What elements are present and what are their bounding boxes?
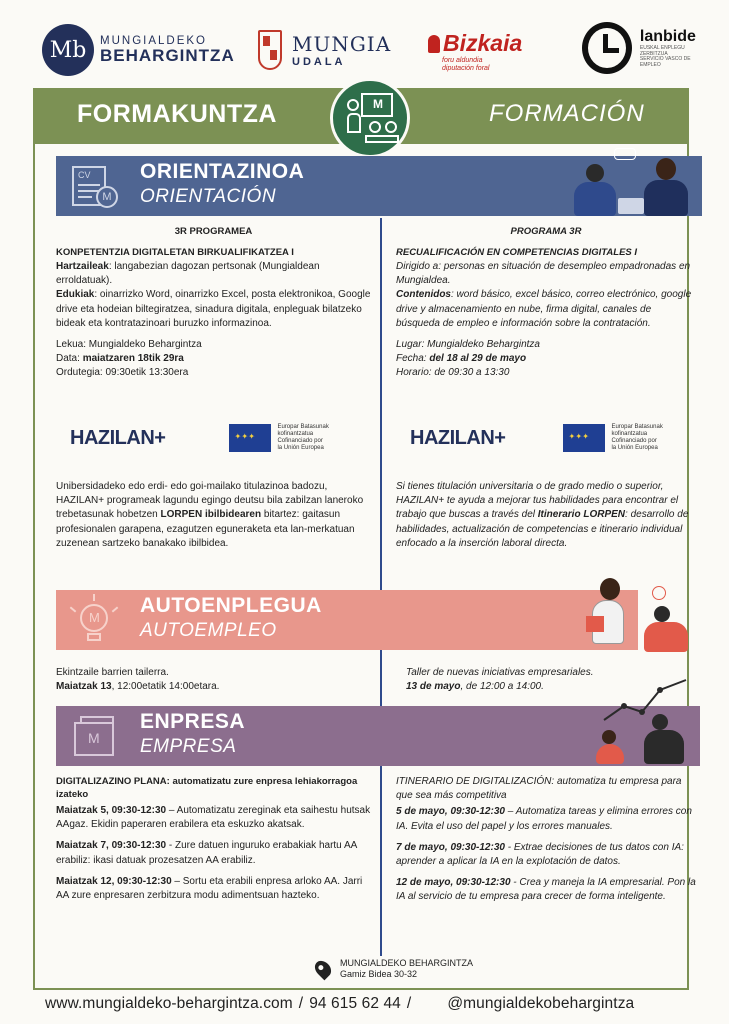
session2-text-eu: - Zure datuen inguruko erabakiak hartu AA erabiliz: ikasi datuak prozesatzen AA erabiliz.	[56, 840, 357, 866]
hazilan-logo: HAZILAN+	[410, 426, 506, 449]
lanbide-logo-sub1: EUSKAL ENPLEGU ZERBITZUA	[639, 45, 685, 57]
course-title-eu: KONPETENTZIA DIGITALETAN BIRKUALIFIKATZEA I	[56, 247, 294, 259]
workshop-name-eu: Ekintzaile barrien tailerra.	[56, 667, 169, 678]
footer: www.mungialdeko-behargintza.com / 94 615 62 44 / @mungialdekobehargintza	[45, 995, 635, 1012]
entrepreneurs-illustration	[578, 572, 698, 658]
selfemployment-title-eu: AUTOENPLEGUA	[140, 594, 322, 617]
workshop-name-es: Taller de nuevas iniciativas empresariales.	[406, 667, 594, 678]
mungia-logo-line1: MUNGIA	[292, 32, 392, 56]
company-eu-column	[56, 775, 371, 910]
digital-plan-title-es: ITINERARIO DE DIGITALIZACIÓN: automatiza tu empresa para que sea más competitiva	[396, 776, 682, 802]
eu-cofund-eu-line1: Europar Batasunak	[277, 424, 329, 431]
orientation-es-column	[396, 225, 696, 380]
mb-logo-line2: BEHARGINTZA	[100, 46, 235, 66]
bizkaia-tree-icon	[428, 35, 440, 53]
orientation-eu-column	[56, 225, 371, 380]
workshop-time-eu: , 12:00etatik 14:00etara.	[111, 681, 220, 693]
header-title-es: FORMACIÓN	[489, 100, 645, 127]
workshop-date-eu: Maiatzak 13	[56, 681, 112, 693]
eu-flag-icon	[229, 424, 271, 452]
lightbulb-icon	[68, 596, 118, 644]
hazilan-description-eu: Unibersidadeko edo erdi- edo goi-mailako titulazinoa badozu, HAZILAN+ programeak lagundu egingo deutsu bila zabilzan laneroko trebetasunak hobetzen LORPEN ibilbidearen bitartez: gaitasun profesionalen garapena, ezagutzen eguneraketa eta lan-merkatuan zuzenean sartzeko banakako ibilbidea.	[56, 481, 364, 549]
session1-text-eu: – Automatizatu zereginak eta saihestu hutsak AAgaz. Ekidin paperaren erabilera eta eskuzko akatsak.	[56, 804, 371, 831]
teacher-classroom-icon	[330, 78, 410, 158]
header-title-eu: FORMAKUNTZA	[77, 100, 277, 128]
growth-chart-illustration	[590, 676, 700, 766]
session3-text-es: - Crea y maneja la IA empresarial. Pon la IA al servicio de tu empresa para crecer de forma inteligente.	[396, 877, 696, 903]
interview-illustration	[560, 148, 700, 218]
selfemployment-title-es: AUTOEMPLEO	[140, 620, 277, 641]
session1-text-es: – Automatiza tareas y elimina errores con IA. Evita el uso del papel y los errores manuales.	[396, 806, 692, 832]
session2-date-es: 7 de mayo, 09:30-12:30	[396, 841, 505, 853]
lanbide-logo-sub2: SERVICIO VASCO DE EMPLEO	[639, 56, 691, 68]
social-handle[interactable]: @mungialdekobehargintza	[447, 995, 635, 1012]
logo-bar	[30, 16, 710, 82]
content-eu: : oinarrizko Word, oinarrizko Excel, posta elektronikoa, Google drive eta hodeian biltegiratzea, sinadura digitala, enpleguak bilatzeko bideak eta kontratazinoari buruzko informazinoa.	[56, 289, 371, 329]
recipients-eu: : langabezian dagozan pertsonak (Mungialdean erroldatuak).	[56, 260, 320, 287]
mungia-shield-icon	[258, 30, 282, 70]
eu-cofund-es-line1: Cofinanciado por	[277, 438, 323, 444]
column-divider	[380, 218, 382, 590]
location-address: Gamiz Bidea 30-32	[340, 968, 418, 979]
eu-cofund-es-line1: Cofinanciado por	[611, 438, 657, 444]
column-divider	[380, 766, 382, 956]
schedule-es: Horario: de 09:30 a 13:30	[396, 367, 510, 379]
session2-text-es: - Extrae decisiones de tus datos con IA: aprender a aplicar la IA en la explotación de datos.	[396, 841, 684, 867]
orientation-title-es: ORIENTACIÓN	[140, 186, 277, 207]
location-name: MUNGIALDEKO BEHARGINTZA	[340, 958, 474, 968]
session3-text-eu: – Sortu eta erabili enpresa arloko AA. Jarri AA zure enpresaren zerbitzura modu adimentsuan hazteko.	[56, 875, 363, 901]
eu-cofund-es-line2: la Unión Europea	[611, 444, 658, 451]
website-link[interactable]: www.mungialdeko-behargintza.com	[45, 995, 293, 1012]
mungia-logo-line2: UDALA	[292, 56, 346, 68]
funding-logos-es	[410, 424, 663, 452]
cv-document-icon: CV M	[68, 162, 118, 210]
content-label-es: Contenidos	[396, 289, 451, 301]
mb-logo-line1: MUNGIALDEKO	[100, 35, 207, 48]
hazilan-description-es: Si tienes titulación universitaria o de grado medio o superior, HAZILAN+ te ayuda a mejorar tus habilidades para encontrar el trabajo que buscas a través del Itinerario LORPEN: desarrollo de habilidades, actualización de competencias e itinerario individual enfocado a la inserción laboral directa.	[396, 481, 689, 549]
eu-flag-icon	[563, 424, 605, 452]
content-label-eu: Edukiak	[56, 289, 95, 301]
behargintza-logo	[42, 24, 235, 76]
column-divider	[380, 650, 382, 706]
map-pin-icon	[312, 957, 335, 980]
course-title-es: RECUALIFICACIÓN EN COMPETENCIAS DIGITALES I	[396, 247, 638, 259]
bizkaia-logo	[428, 30, 522, 72]
date-prefix-eu: Data:	[56, 353, 83, 365]
program-title-es: PROGRAMA 3R	[510, 226, 582, 237]
recipients-label-eu: Hartzaileak	[56, 260, 109, 272]
recipients-es: Dirigido a: personas en situación de desempleo empadronadas en Mungialdea.	[396, 260, 691, 287]
content-es: : word básico, excel básico, correo electrónico, google drive y almacenamiento en nube, firma digital, canales de búsqueda de empleo e información sobre la contratación.	[396, 289, 692, 329]
bizkaia-logo-sub2: diputación foral	[442, 64, 490, 72]
digital-plan-title-eu: DIGITALIZAZINO PLANA: automatizatu zure enpresa lehiakorragoa izateko	[56, 776, 358, 801]
company-title-es: EMPRESA	[140, 736, 237, 757]
session3-date-eu: Maiatzak 12, 09:30-12:30	[56, 875, 172, 887]
eu-cofund-eu-line2: kofinantzatua	[277, 431, 314, 438]
company-es-column	[396, 775, 696, 912]
eu-cofund-eu-line2: kofinantzatua	[611, 431, 648, 438]
funding-logos-eu	[70, 424, 329, 452]
orientation-title-eu: ORIENTAZINOA	[140, 160, 305, 183]
eu-cofund-es-line2: la Unión Europea	[277, 444, 324, 451]
schedule-eu: Ordutegia: 09:30etik 13:30era	[56, 367, 189, 379]
session1-date-es: 5 de mayo, 09:30-12:30	[396, 806, 505, 818]
selfemployment-banner	[56, 590, 638, 650]
date-prefix-es: Fecha:	[396, 353, 430, 365]
mb-logo-mark: Mb	[42, 24, 94, 76]
session2-date-eu: Maiatzak 7, 09:30-12:30	[56, 840, 167, 852]
place-es: Lugar: Mungialdeko Behargintza	[396, 338, 540, 350]
lanbide-logo	[582, 22, 710, 74]
workshop-date-es: 13 de mayo	[406, 681, 461, 693]
session3-date-es: 12 de mayo, 09:30-12:30	[396, 877, 511, 889]
company-title-eu: ENPRESA	[140, 710, 246, 733]
eu-cofund-eu-line1: Europar Batasunak	[611, 424, 663, 431]
lanbide-clock-icon	[582, 22, 632, 74]
company-building-icon	[68, 712, 118, 760]
bizkaia-logo-name: Bizkaia	[443, 30, 523, 56]
hazilan-logo: HAZILAN+	[70, 426, 166, 449]
phone-number[interactable]: 94 615 62 44	[309, 995, 401, 1012]
bizkaia-logo-sub1: foru aldundia	[442, 57, 483, 64]
date-eu: maiatzaren 18tik 29ra	[82, 353, 184, 365]
mungia-logo	[258, 30, 391, 70]
program-title-eu: 3R PROGRAMEA	[174, 226, 253, 237]
session1-date-eu: Maiatzak 5, 09:30-12:30	[56, 804, 167, 816]
location-block	[316, 958, 473, 980]
place-eu: Lekua: Mungialdeko Behargintza	[56, 338, 202, 350]
date-es: del 18 al 29 de mayo	[429, 353, 527, 365]
lanbide-logo-name: lanbide	[639, 28, 696, 45]
workshop-time-es: , de 12:00 a 14:00.	[460, 681, 544, 693]
workshop-eu	[56, 666, 371, 694]
